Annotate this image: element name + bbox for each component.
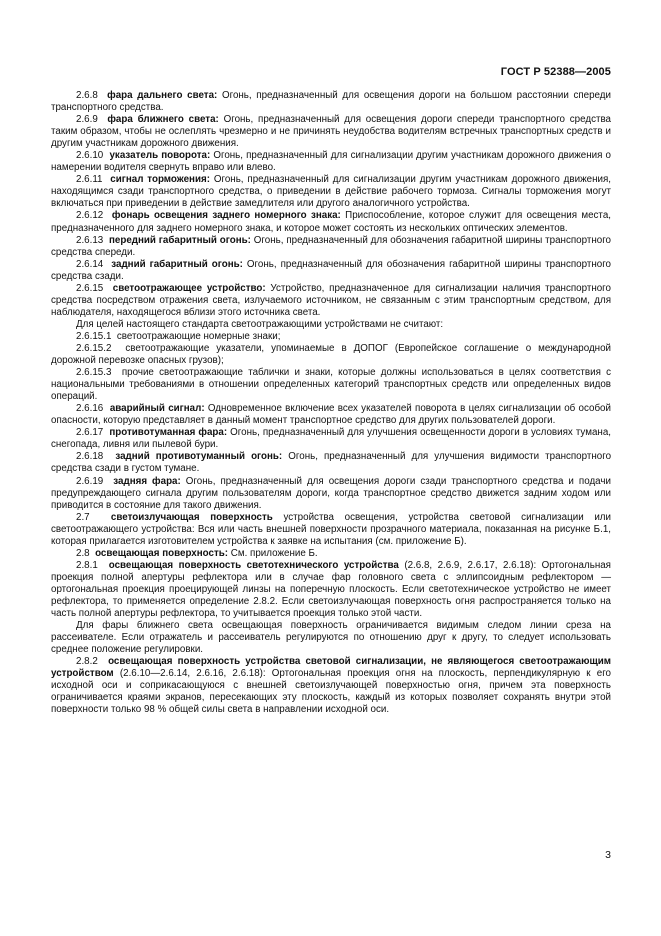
- clause-2-8-1: 2.8.1 освещающая поверхность светотехнического устройства (2.6.8, 2.6.9, 2.6.17, 2.6.18): Ортогональная проекция полной апертуры рефлектора или в случае фар головного света с эллипсоидным рефлектором — ортогональная проекция проецирующей линзы на поперечную плоскость. Если светотехническое устройство не имеет рефлектора, то применяется определение 2.8.2. Если светоизлучающая поверхность огня распространяется только на часть полной апертуры рефлектора, то учитывается проекция только этой части.: [51, 559, 611, 620]
- clause-2-7: 2.7 светоизлучающая поверхность устройства освещения, устройства световой сигнализации или светоотражающего устройства: Вся или часть внешней поверхности прозрачного материала, показанная на рисунке Б.1, которая прилагается изготовителем устройства к заявке на испытания (см. приложение Б).: [51, 511, 611, 547]
- clause-2-6-13: 2.6.13 передний габаритный огонь: Огонь, предназначенный для обозначения габаритной ширины транспортного средства спереди.: [51, 234, 611, 258]
- clause-2-6-11: 2.6.11 сигнал торможения: Огонь, предназначенный для сигнализации другим участникам дорожного движения, находящимся сзади транспортного средства, о приведении в действие рабочего тормоза. Сигналы торможения могут включаться при приведении в действие замедлителя или другого аналогичного устройства.: [51, 174, 611, 210]
- clause-2-6-9: 2.6.9 фара ближнего света: Огонь, предназначенный для освещения дороги спереди транспортного средства таким образом, чтобы не ослеплять чрезмерно и не причинять неудобства водителям встречных транспортных средств и другим участникам дорожного движения.: [51, 114, 611, 150]
- clause-note: Для целей настоящего стандарта светоотражающими устройствами не считают:: [76, 318, 444, 330]
- clause-2-8-1-note: Для фары ближнего света освещающая поверхность ограничивается видимым следом линии среза на рассеивателе. Если отражатель и рассеиватель регулируются по отношению друг к другу, то следует использовать среднее положение регулировки.: [51, 620, 611, 656]
- clause-2-6-8: 2.6.8 фара дальнего света: Огонь, предназначенный для освещения дороги на большом расстоянии спереди транспортного средства.: [51, 90, 611, 114]
- clause-2-6-19: 2.6.19 задняя фара: Огонь, предназначенный для освещения дороги сзади транспортного средства и подачи предупреждающего сигнала другим пользователям дороги, когда транспортное средство движется задним ходом или приводится в состояние для такого движения.: [51, 475, 611, 511]
- clause-2-6-17: 2.6.17 противотуманная фара: Огонь, предназначенный для улучшения освещенности дороги в условиях тумана, снегопада, ливня или пылевой бури.: [51, 427, 611, 451]
- page-number: 3: [605, 849, 611, 861]
- clause-2-6-16: 2.6.16 аварийный сигнал: Одновременное включение всех указателей поворота в целях сигнализации об особой опасности, которую представляет в данный момент транспортное средство для других пользователей дороги.: [51, 403, 611, 427]
- document-body: [51, 90, 611, 716]
- clause-2-6-15-2: 2.6.15.2 светоотражающие указатели, упоминаемые в ДОПОГ (Европейское соглашение о международной дорожной перевозке опасных грузов);: [51, 342, 612, 367]
- clause-2-8: 2.8 освещающая поверхность: См. приложение Б.: [76, 547, 318, 559]
- document-header: ГОСТ Р 52388—2005: [500, 66, 611, 78]
- clause-2-6-18: 2.6.18 задний противотуманный огонь: Огонь, предназначенный для улучшения видимости транспортного средства сзади в густом тумане.: [51, 451, 612, 475]
- clause-2-6-15-3: 2.6.15.3 прочие светоотражающие таблички и знаки, которые должны использоваться в целях соответствия с национальными требованиями в отношении определенных категорий транспортных средств или определенных видов операций.: [51, 367, 611, 403]
- clause-2-6-10: 2.6.10 указатель поворота: Огонь, предназначенный для сигнализации другим участникам дорожного движения о намерении водителя свернуть вправо или влево.: [51, 150, 611, 174]
- clause-2-6-12: 2.6.12 фонарь освещения заднего номерного знака: Приспособление, которое служит для освещения места, предназначенного для заднего номерного знака, и которое может состоять из нескольких оптических элементов.: [51, 210, 611, 234]
- clause-2-6-15-1: 2.6.15.1 светоотражающие номерные знаки;: [76, 330, 281, 342]
- clause-2-6-14: 2.6.14 задний габаритный огонь: Огонь, предназначенный для обозначения габаритной ширины транспортного средства сзади.: [51, 258, 612, 282]
- clause-2-6-15: 2.6.15 светоотражающее устройство: Устройство, предназначенное для сигнализации наличия транспортного средства посредством отражения света, излучаемого источником, не связанным с этим транспортным средством, для наблюдателя, находящегося вблизи этого источника света.: [51, 282, 611, 318]
- clause-2-8-2: 2.8.2 освещающая поверхность устройства световой сигнализации, не являющегося светоотражающим устройством (2.6.10—2.6.14, 2.6.16, 2.6.18): Ортогональная проекция огня на плоскость, перпендикулярную к его исходной оси и соприкасающуюся с внешней светоизлучающей поверхностью огня, причем эта поверхность ограничивается краями экранов, пересекающих эту плоскость, каждый из которых позволяет сохранять внутри этой поверхности только 98 % общей силы света в направлении исходной оси.: [51, 656, 611, 716]
